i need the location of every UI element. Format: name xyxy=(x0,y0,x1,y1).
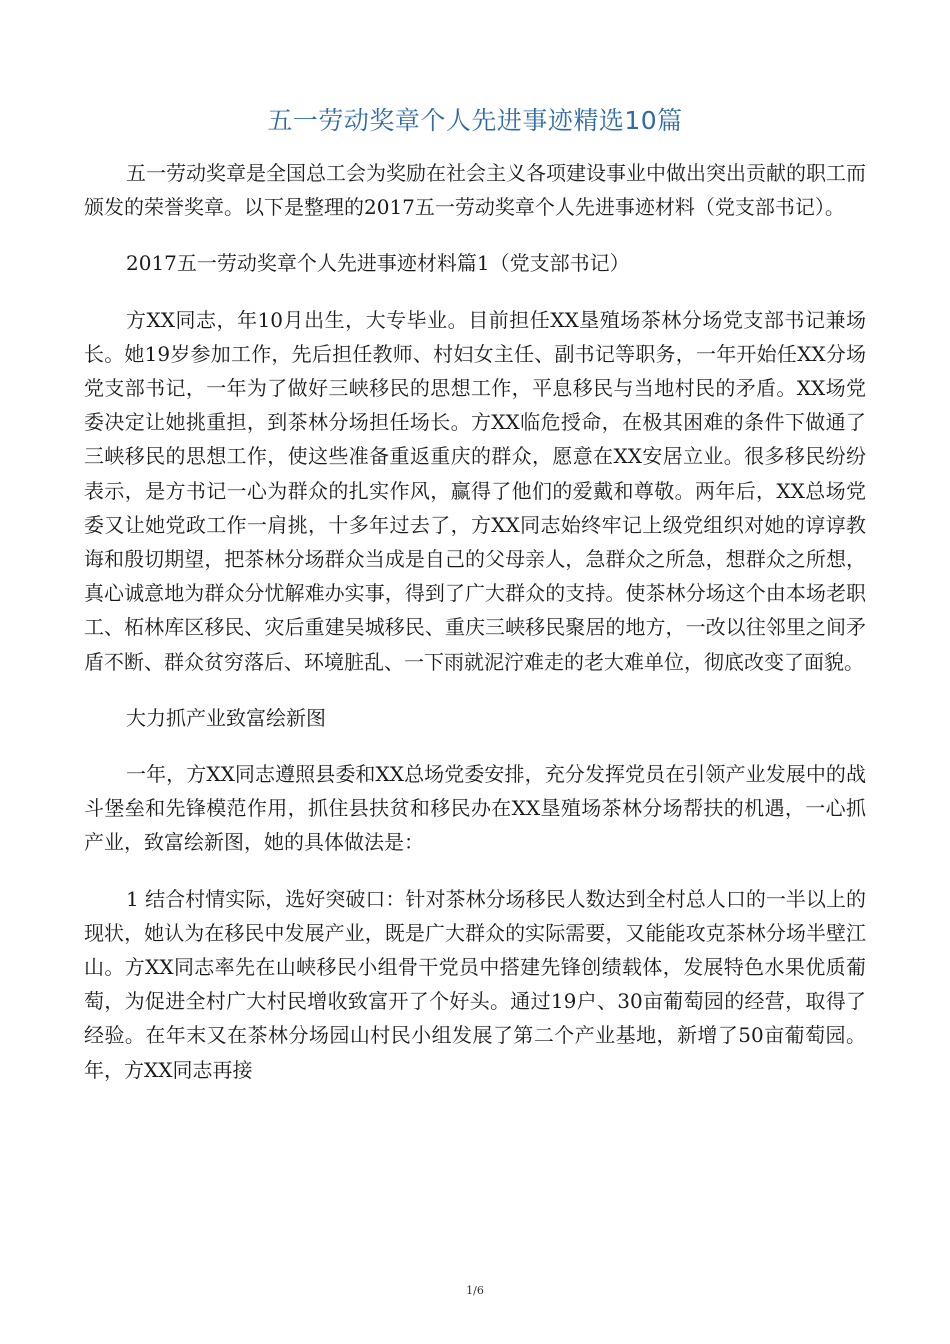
subsection-heading: 大力抓产业致富绘新图 xyxy=(126,705,326,730)
intro-paragraph: 五一劳动奖章是全国总工会为奖励在社会主义各项建设事业中做出突出贡献的职工而颁发的荣誉奖章。以下是整理的2017五一劳动奖章个人先进事迹材料（党支部书记）。 xyxy=(84,161,866,220)
section-heading: 2017五一劳动奖章个人先进事迹材料篇1（党支部书记） xyxy=(126,251,630,276)
body-paragraph: 1 结合村情实际，选好突破口：针对茶林分场移民人数达到全村总人口的一半以上的现状，她认为在移民中发展产业，既是广大群众的实际需要，又能能攻克茶林分场半壁江山。方XX同志率先在山峡移民小组骨干党员中搭建先锋创绩载体，发展特色水果优质葡萄，为促进全村广大村民增收致富开了个好头。通过19户、30亩葡萄园的经营，取得了经验。在年末又在茶林分场园山村民小组发展了第二个产业基地，新增了50亩葡萄园。年，方XX同志再接 xyxy=(84,886,866,1082)
body-paragraph: 一年，方XX同志遵照县委和XX总场党委安排，充分发挥党员在引领产业发展中的战斗堡垒和先锋模范作用，抓住县扶贫和移民办在XX垦殖场茶林分场帮扶的机遇，一心抓产业，致富绘新图，她的具体做法是： xyxy=(84,762,866,855)
document-body xyxy=(84,156,866,1109)
page-number: 1/6 xyxy=(466,1284,484,1297)
page-title: 五一劳动奖章个人先进事迹精选10篇 xyxy=(267,106,683,135)
body-paragraph: 方XX同志，年10月出生，大专毕业。目前担任XX垦殖场茶林分场党支部书记兼场长。她19岁参加工作，先后担任教师、村妇女主任、副书记等职务，一年开始任XX分场党支部书记，一年为了做好三峡移民的思想工作，平息移民与当地村民的矛盾。XX场党委决定让她挑重担，到茶林分场担任场长。方XX临危授命，在极其困难的条件下做通了三峡移民的思想工作，使这些准备重返重庆的群众，愿意在XX安居立业。很多移民纷纷表示，是方书记一心为群众的扎实作风，赢得了他们的爱戴和尊敬。两年后，XX总场党委又让她党政工作一肩挑，十多年过去了，方XX同志始终牢记上级党组织对她的谆谆教诲和殷切期望，把茶林分场群众当成是自己的父母亲人，急群众之所急，想群众之所想，真心诚意地为群众分忧解难办实事，得到了广大群众的支持。使茶林分场这个由本场老职工、柘林库区移民、灾后重建吴城移民、重庆三峡移民聚居的地方，一改以往邻里之间矛盾不断、群众贫穷落后、环境脏乱、一下雨就泥泞难走的老大难单位，彻底改变了面貌。 xyxy=(84,307,866,674)
